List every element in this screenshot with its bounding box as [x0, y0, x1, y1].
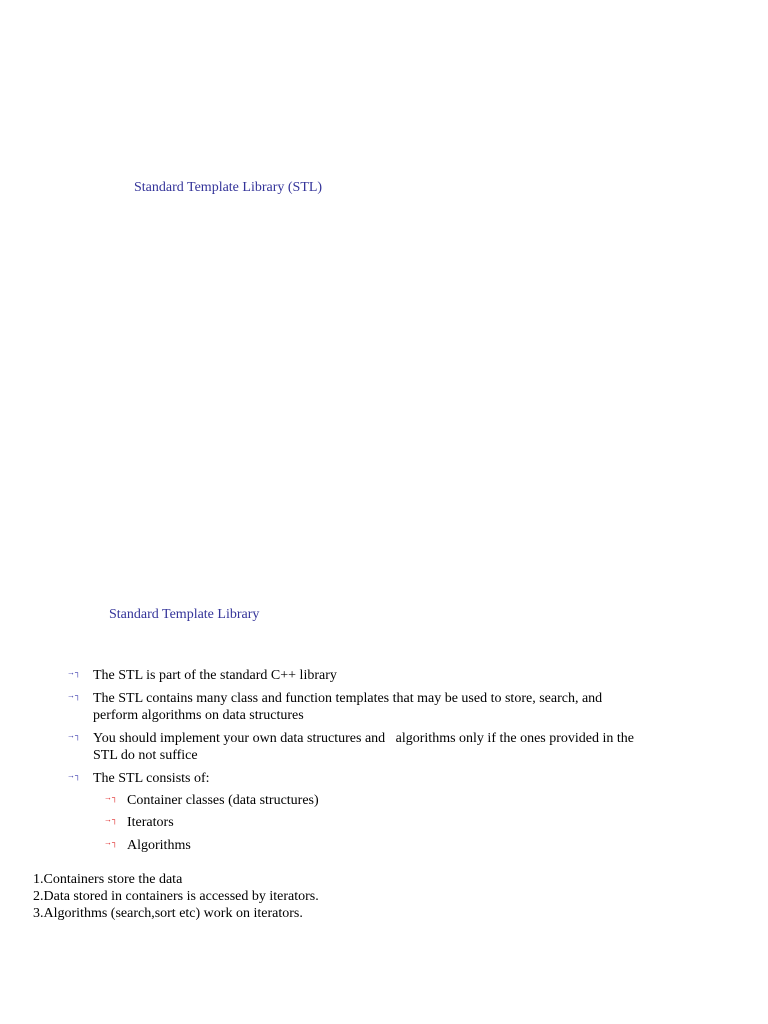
sub-bullet-arrow-icon: →┐: [104, 815, 118, 824]
bullet-line: You should implement your own data structures and algorithms only if the ones provided in the: [93, 731, 635, 746]
sub-bullet-item: [0, 837, 768, 854]
bullet-line: The STL contains many class and function templates that may be used to store, search, and: [93, 691, 603, 706]
bullet-item: [0, 730, 768, 764]
sub-bullet-item: [0, 814, 768, 831]
bullet-line: The STL consists of:: [93, 771, 210, 786]
sub-bullet-text: Algorithms: [127, 838, 191, 853]
bullet-text: [93, 690, 602, 724]
bullet-line: perform algorithms on data structures: [93, 708, 304, 723]
bullet-item: [0, 667, 768, 684]
sub-bullet-text: Iterators: [127, 815, 174, 830]
bullet-text: [93, 667, 337, 684]
bullet-arrow-icon: →┐: [67, 668, 81, 677]
numbered-note: 1.Containers store the data: [33, 872, 183, 887]
sub-bullet-item: [0, 792, 768, 809]
bullet-item: [0, 770, 768, 787]
bullet-line: STL do not suffice: [93, 748, 198, 763]
numbered-note: 2.Data stored in containers is accessed by iterators.: [33, 889, 319, 904]
slide-heading: Standard Template Library: [109, 607, 260, 622]
numbered-notes: [33, 871, 319, 922]
bullet-text: [93, 770, 210, 787]
sub-bullet-arrow-icon: →┐: [104, 793, 118, 802]
bullet-item: [0, 690, 768, 724]
numbered-note: 3.Algorithms (search,sort etc) work on iterators.: [33, 906, 303, 921]
document-title: Standard Template Library (STL): [134, 180, 323, 195]
bullet-line: The STL is part of the standard C++ library: [93, 668, 337, 683]
bullet-text: [93, 730, 634, 764]
sub-bullet-arrow-icon: →┐: [104, 838, 118, 847]
bullet-arrow-icon: →┐: [67, 691, 81, 700]
bullet-arrow-icon: →┐: [67, 771, 81, 780]
bullet-arrow-icon: →┐: [67, 731, 81, 740]
sub-bullet-text: Container classes (data structures): [127, 793, 319, 808]
